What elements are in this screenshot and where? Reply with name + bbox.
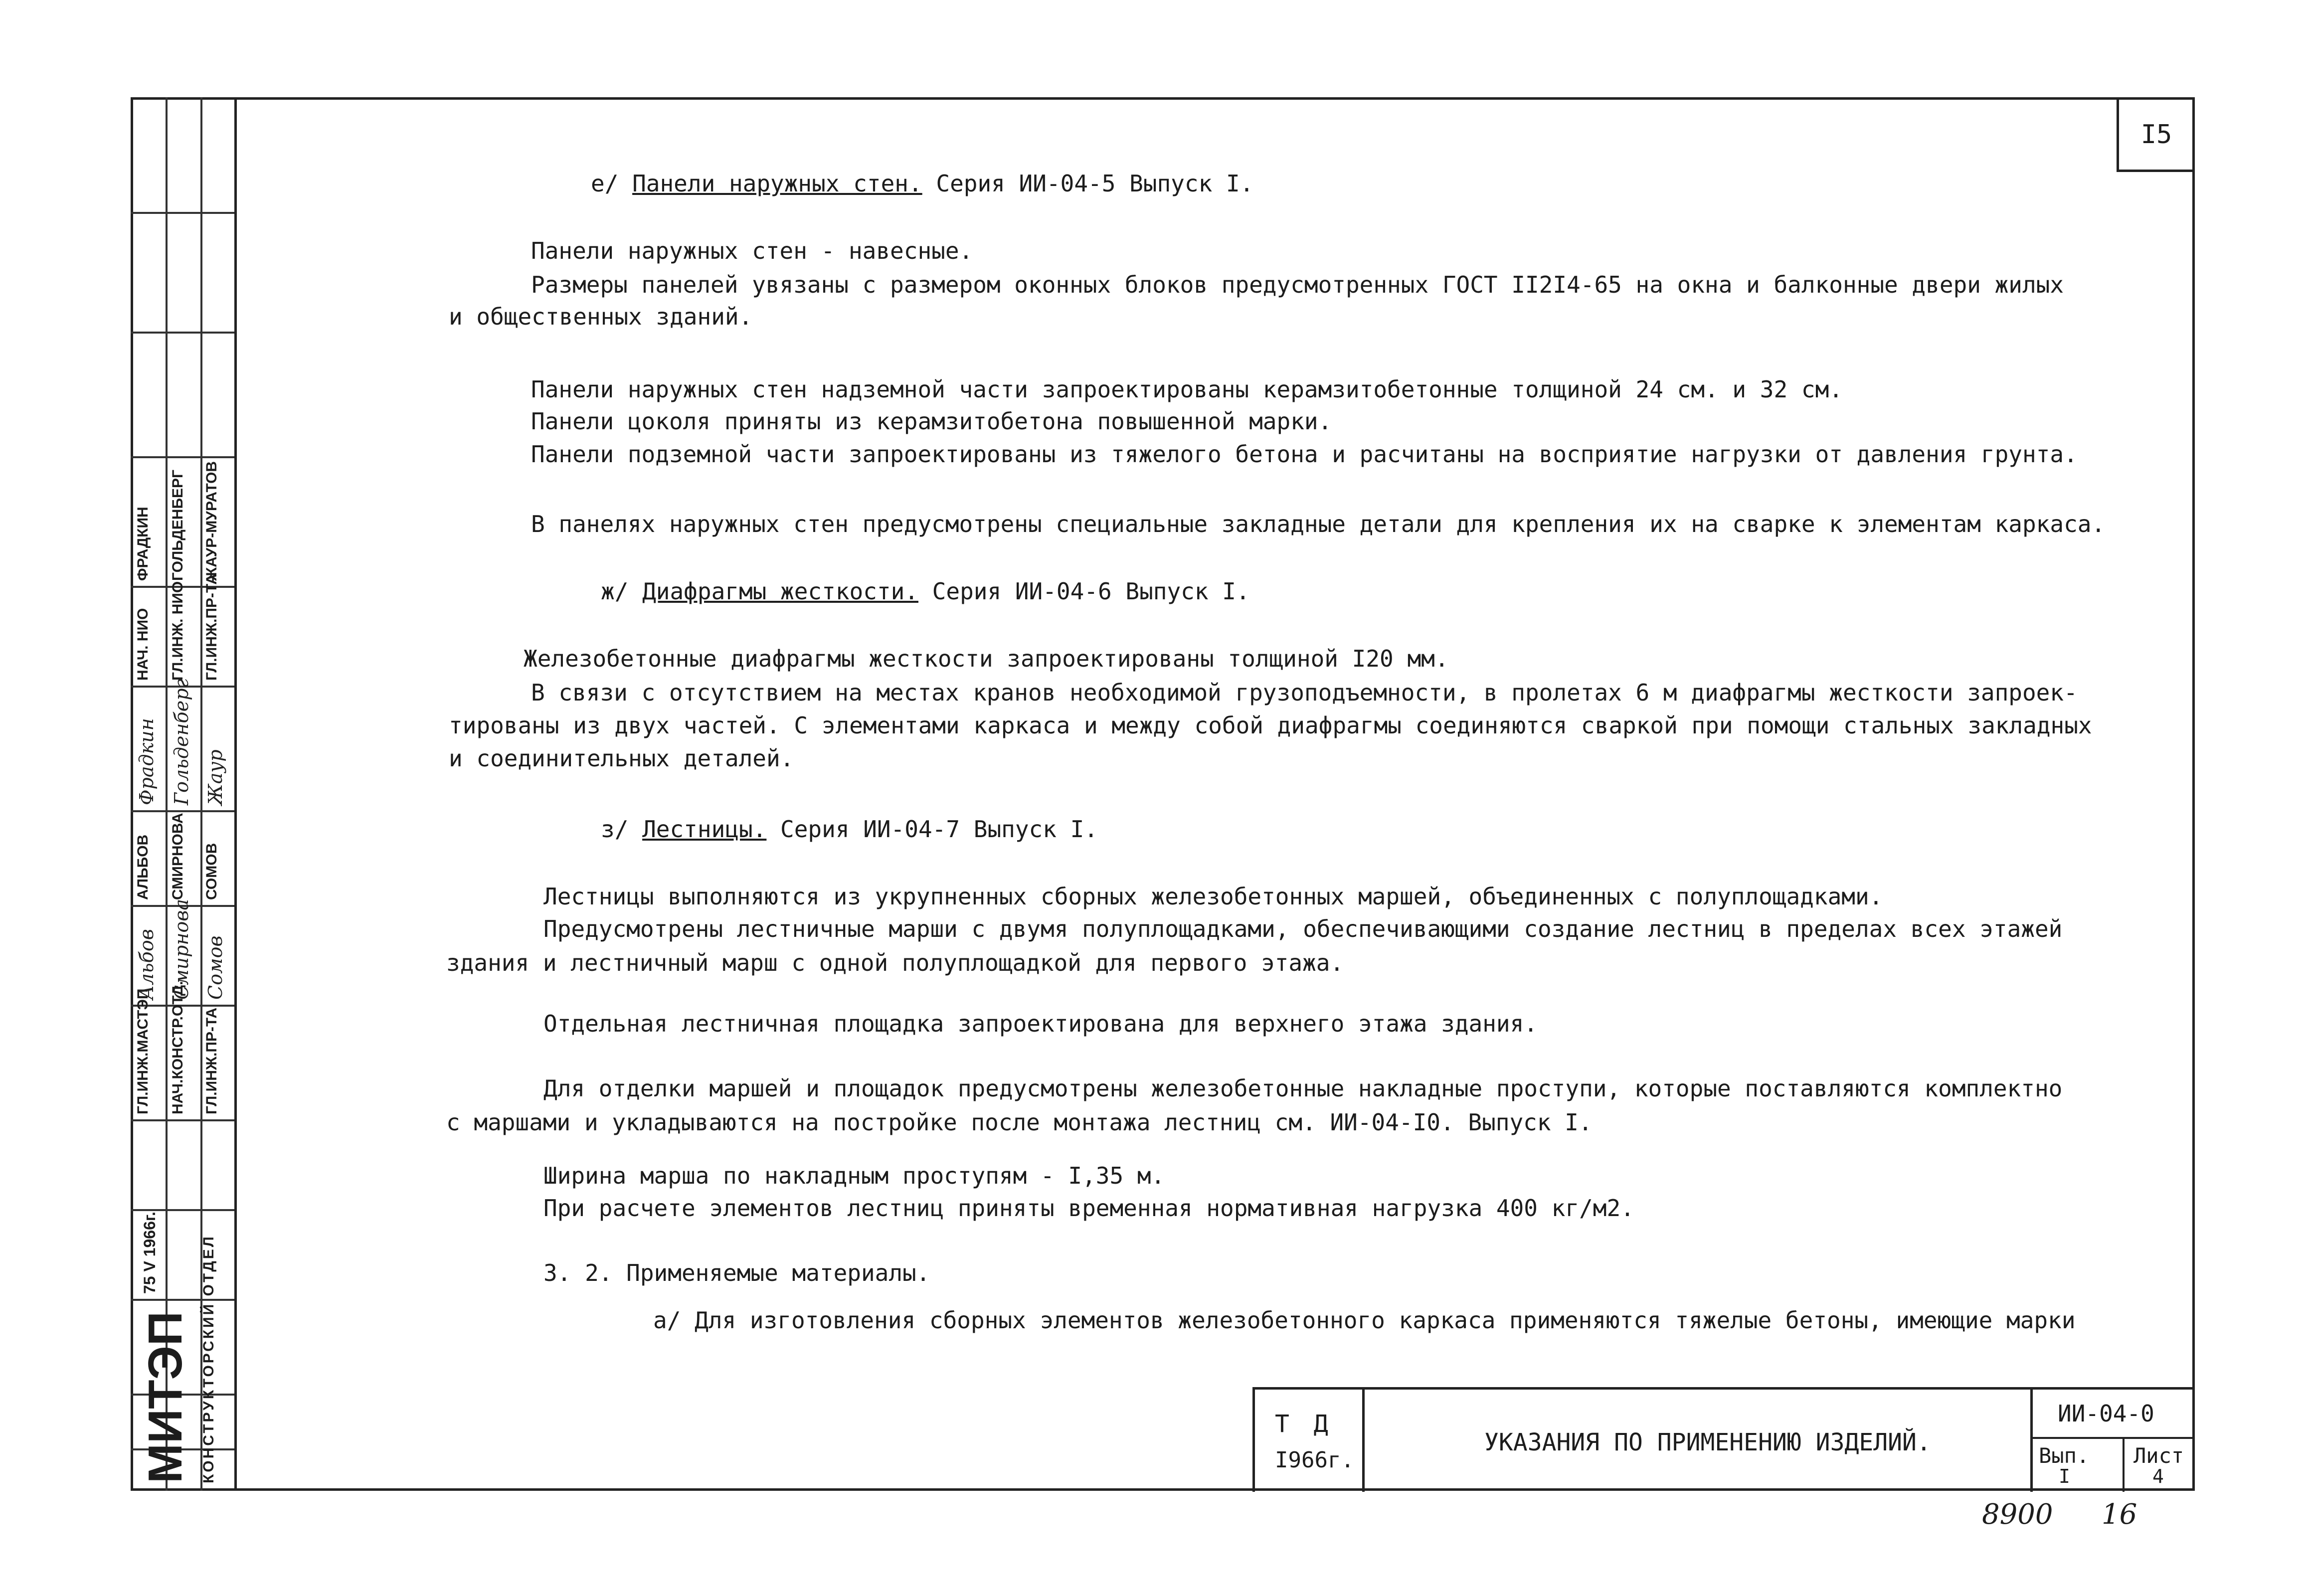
title-block-divider bbox=[1362, 1390, 1365, 1492]
binding-margin-line bbox=[234, 97, 237, 1491]
stamp-name: ГОЛЬДЕНБЕРГ bbox=[170, 469, 186, 581]
text-line: и соединительных деталей. bbox=[449, 745, 794, 772]
stamp-date: 75 V 1966г. bbox=[141, 1212, 159, 1294]
text-line: Панели цоколя приняты из керамзитобетона повышенной марки. bbox=[531, 408, 1332, 435]
stamp-row-line bbox=[131, 810, 234, 812]
stamp-position: ГЛ.ИНЖ.ПР-ТА bbox=[203, 574, 220, 681]
text-line: При расчете элементов лестниц приняты временная нормативная нагрузка 400 кг/м2. bbox=[543, 1195, 1634, 1222]
title-block bbox=[1252, 1387, 2195, 1492]
title-block-issue-label: Вып. bbox=[2039, 1443, 2090, 1468]
section-title: Лестницы. bbox=[642, 816, 767, 843]
title-block-title: УКАЗАНИЯ ПО ПРИМЕНЕНИЮ ИЗДЕЛИЙ. bbox=[1484, 1428, 1931, 1456]
title-block-issue-value: I bbox=[2059, 1465, 2070, 1487]
stamp-signature: Гольденберг bbox=[171, 679, 192, 805]
section-heading-z bbox=[601, 818, 1098, 841]
text-line: Предусмотрены лестничные марши с двумя полуплощадками, обеспечивающими создание лестниц в пределах всех этажей bbox=[543, 915, 2063, 942]
stamp-signature: Жаур bbox=[204, 749, 226, 805]
text-line: а/ Для изготовления сборных элементов железобетонного каркаса применяются тяжелые бетоны, имеющие марки bbox=[653, 1307, 2076, 1334]
text-line: Панели наружных стен надземной части запроектированы керамзитобетонные толщиной 24 см. и 32 см. bbox=[531, 376, 1843, 403]
stamp-organization: МИТЭП bbox=[139, 1311, 192, 1483]
title-block-sheet-value: 4 bbox=[2152, 1465, 2164, 1487]
section-title: Диафрагмы жесткости. bbox=[642, 578, 918, 605]
title-block-divider bbox=[2030, 1390, 2033, 1492]
stamp-row-line bbox=[131, 332, 234, 334]
handwritten-number: 8900 bbox=[1982, 1498, 2053, 1531]
section-series: Серия ИИ-04-7 Выпуск I. bbox=[766, 816, 1098, 843]
title-block-sheet-label: Лист bbox=[2133, 1443, 2184, 1468]
stamp-row-line bbox=[131, 1119, 234, 1121]
stamp-name: АЛЬБОВ bbox=[135, 834, 151, 900]
stamp-position: ГЛ.ИНЖ.МАСТЭП bbox=[135, 988, 151, 1114]
text-line: 3. 2. Применяемые материалы. bbox=[543, 1259, 930, 1286]
text-line: Железобетонные диафрагмы жесткости запроектированы толщиной I20 мм. bbox=[524, 645, 1449, 672]
section-heading-zh bbox=[601, 580, 1250, 603]
stamp-signature: Фрадкин bbox=[136, 718, 158, 805]
section-title: Панели наружных стен. bbox=[632, 170, 922, 197]
stamp-signature: Смирнова bbox=[171, 898, 192, 1000]
text-line: Ширина марша по накладным проступям - I,35 м. bbox=[543, 1162, 1165, 1189]
stamp-row-line bbox=[131, 1299, 234, 1301]
stamp-position: ГЛ.ИНЖ.ПР-ТА bbox=[203, 1008, 220, 1114]
stamp-signature: Альбов bbox=[136, 929, 158, 1000]
title-block-divider bbox=[2123, 1437, 2125, 1492]
stamp-row-line bbox=[131, 212, 234, 214]
stamp-position: НАЧ. НИО bbox=[135, 608, 151, 681]
stamp-name: ЖАУР-МУРАТОВ bbox=[203, 461, 220, 581]
frame-right-line bbox=[2192, 97, 2195, 1491]
stamp-row-line bbox=[131, 1209, 234, 1211]
text-line: Панели наружных стен - навесные. bbox=[531, 237, 973, 264]
text-line: Размеры панелей увязаны с размером оконных блоков предусмотренных ГОСТ II2I4-65 на окна и балконные двери жилых bbox=[531, 271, 2064, 298]
text-line: В панелях наружных стен предусмотрены специальные закладные детали для крепления их на сварке к элементам каркаса. bbox=[531, 511, 2106, 537]
section-heading-e bbox=[591, 172, 1253, 195]
stamp-name: СОМОВ bbox=[203, 843, 220, 900]
stamp-name: СМИРНОВА bbox=[170, 813, 186, 900]
text-line: Для отделки маршей и площадок предусмотрены железобетонные накладные проступи, которые поставляются комплектно bbox=[543, 1075, 2063, 1102]
section-series: Серия ИИ-04-6 Выпуск I. bbox=[918, 578, 1250, 605]
text-line: Отдельная лестничная площадка запроектирована для верхнего этажа здания. bbox=[543, 1010, 1538, 1037]
stamp-signature: Сомов bbox=[204, 935, 226, 1000]
title-block-year: I966г. bbox=[1275, 1447, 1354, 1473]
title-block-code: Т Д bbox=[1275, 1410, 1333, 1438]
title-block-divider bbox=[2030, 1437, 2195, 1439]
section-prefix: е/ bbox=[591, 170, 619, 197]
text-line: Панели подземной части запроектированы из тяжелого бетона и расчитаны на восприятие нагрузки от давления грунта. bbox=[531, 441, 2078, 468]
text-line: Лестницы выполняются из укрупненных сборных железобетонных маршей, объединенных с полуплощадками. bbox=[543, 883, 1883, 910]
section-prefix: з/ bbox=[601, 816, 629, 843]
stamp-name: ФРАДКИН bbox=[135, 507, 151, 581]
text-line: В связи с отсутствием на местах кранов необходимой грузоподъемности, в пролетах 6 м диафрагмы жесткости запроек- bbox=[531, 679, 2078, 706]
stamp-col-line bbox=[166, 97, 168, 1491]
section-prefix: ж/ bbox=[601, 578, 629, 605]
text-line: с маршами и укладываются на постройке после монтажа лестниц см. ИИ-04-I0. Выпуск I. bbox=[446, 1109, 1593, 1136]
handwritten-number: 16 bbox=[2102, 1498, 2137, 1531]
stamp-position: НАЧ.КОНСТР.ОТД. bbox=[170, 981, 186, 1114]
frame-top-line bbox=[131, 97, 2195, 100]
text-line: и общественных зданий. bbox=[449, 303, 753, 330]
text-line: тированы из двух частей. С элементами каркаса и между собой диафрагмы соединяются сваркой при помощи стальных закладных bbox=[449, 712, 2092, 739]
text-line: здания и лестничный марш с одной полуплощадкой для первого этажа. bbox=[446, 949, 1344, 976]
stamp-position: ГЛ.ИНЖ. НИО bbox=[170, 581, 186, 681]
stamp-row-line bbox=[131, 456, 234, 458]
title-block-series: ИИ-04-0 bbox=[2058, 1400, 2154, 1427]
section-series: Серия ИИ-04-5 Выпуск I. bbox=[922, 170, 1254, 197]
page-number: I5 bbox=[2140, 120, 2172, 150]
stamp-department: КОНСТРУКТОРСКИЙ ОТДЕЛ bbox=[200, 1235, 217, 1483]
approval-stamp bbox=[131, 97, 234, 1491]
page-number-box bbox=[2117, 100, 2194, 172]
